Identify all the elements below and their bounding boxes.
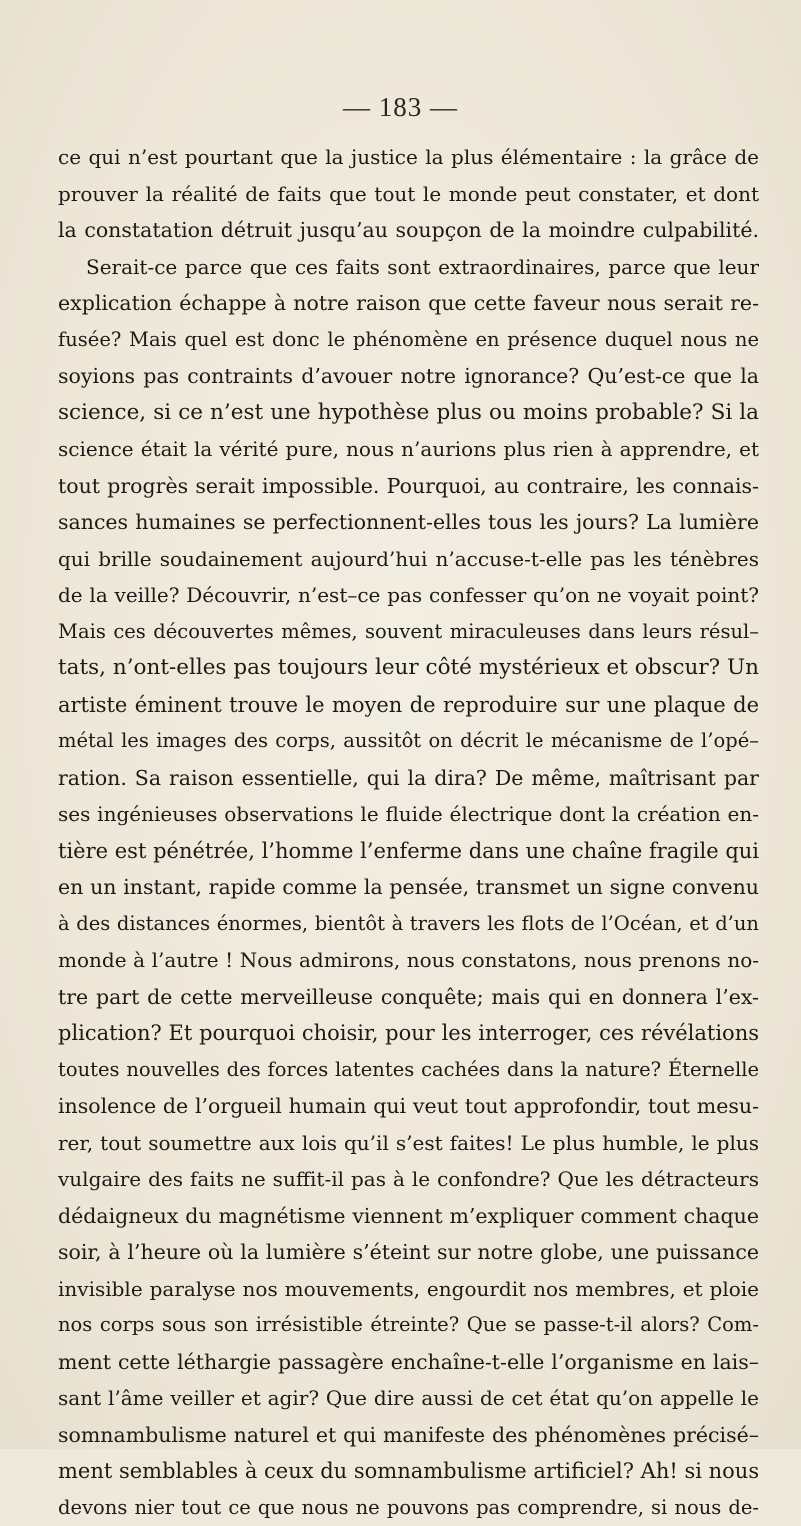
text-line: devons nier tout ce que nous ne pouvons pas comprendre, si nous de-: [58, 1490, 759, 1526]
text-line: tière est pénétrée, l’homme l’enferme dans une chaîne fragile qui: [58, 833, 759, 870]
text-line: tre part de cette merveilleuse conquête; mais qui en donnera l’ex-: [58, 979, 759, 1016]
text-line: ses ingénieuses observations le fluide électrique dont la création en-: [58, 796, 759, 833]
text-line: science, si ce n’est une hypothèse plus ou moins probable? Si la: [58, 395, 759, 432]
text-line: qui brille soudainement aujourd’hui n’accuse-t-elle pas les ténèbres: [58, 541, 759, 578]
text-line: explication échappe à notre raison que cette faveur nous serait re-: [58, 285, 759, 322]
text-line: fusée? Mais quel est donc le phénomène en présence duquel nous ne: [58, 322, 759, 359]
text-line: tout progrès serait impossible. Pourquoi, au contraire, les connais-: [58, 468, 759, 505]
text-line: soyions pas contraints d’avouer notre ignorance? Qu’est-ce que la: [58, 358, 759, 395]
text-line: métal les images des corps, aussitôt on décrit le mécanisme de l’opé–: [58, 723, 759, 760]
text-line: ment semblables à ceux du somnambulisme artificiel? Ah! si nous: [58, 1453, 759, 1490]
text-line: invisible paralyse nos mouvements, engourdit nos membres, et ploie: [58, 1271, 759, 1308]
text-line: la constatation détruit jusqu’au soupçon de la moindre culpabilité.: [58, 212, 759, 249]
text-line: soir, à l’heure où la lumière s’éteint sur notre globe, une puissance: [58, 1234, 759, 1271]
text-line: toutes nouvelles des forces latentes cachées dans la nature? Éternelle: [58, 1052, 759, 1089]
text-line: ment cette léthargie passagère enchaîne-t-elle l’organisme en lais–: [58, 1344, 759, 1381]
text-line: insolence de l’orgueil humain qui veut tout approfondir, tout mesu-: [58, 1088, 759, 1125]
body-text: [58, 139, 759, 1526]
text-line: ce qui n’est pourtant que la justice la plus élémentaire : la grâce de: [58, 139, 759, 176]
text-line: sant l’âme veiller et agir? Que dire aussi de cet état qu’on appelle le: [58, 1380, 759, 1417]
text-line: de la veille? Découvrir, n’est–ce pas confesser qu’on ne voyait point?: [58, 577, 759, 614]
text-line: sances humaines se perfectionnent-elles tous les jours? La lumière: [58, 504, 759, 541]
text-line: science était la vérité pure, nous n’aurions plus rien à apprendre, et: [58, 431, 759, 468]
text-line: dédaigneux du magnétisme viennent m’expliquer comment chaque: [58, 1198, 759, 1235]
page-number: — 183 —: [0, 92, 801, 123]
text-line: en un instant, rapide comme la pensée, transmet un signe convenu: [58, 869, 759, 906]
text-line: artiste éminent trouve le moyen de reproduire sur une plaque de: [58, 687, 759, 724]
text-line: tats, n’ont-elles pas toujours leur côté mystérieux et obscur? Un: [58, 650, 759, 687]
text-line: rer, tout soumettre aux lois qu’il s’est faites! Le plus humble, le plus: [58, 1125, 759, 1162]
text-line: Mais ces découvertes mêmes, souvent miraculeuses dans leurs résul–: [58, 614, 759, 651]
text-line: nos corps sous son irrésistible étreinte? Que se passe-t-il alors? Com-: [58, 1307, 759, 1344]
text-line: monde à l’autre ! Nous admirons, nous constatons, nous prenons no-: [58, 942, 759, 979]
text-line-paragraph-start: Serait-ce parce que ces faits sont extraordinaires, parce que leur: [58, 249, 759, 286]
text-line: prouver la réalité de faits que tout le monde peut constater, et dont: [58, 176, 759, 213]
text-line: ration. Sa raison essentielle, qui la dira? De même, maîtrisant par: [58, 760, 759, 797]
text-line: somnambulisme naturel et qui manifeste des phénomènes précisé–: [58, 1417, 759, 1454]
text-line: plication? Et pourquoi choisir, pour les interroger, ces révélations: [58, 1015, 759, 1052]
text-line: à des distances énormes, bientôt à travers les flots de l’Océan, et d’un: [58, 906, 759, 943]
text-line: vulgaire des faits ne suffit-il pas à le confondre? Que les détracteurs: [58, 1161, 759, 1198]
